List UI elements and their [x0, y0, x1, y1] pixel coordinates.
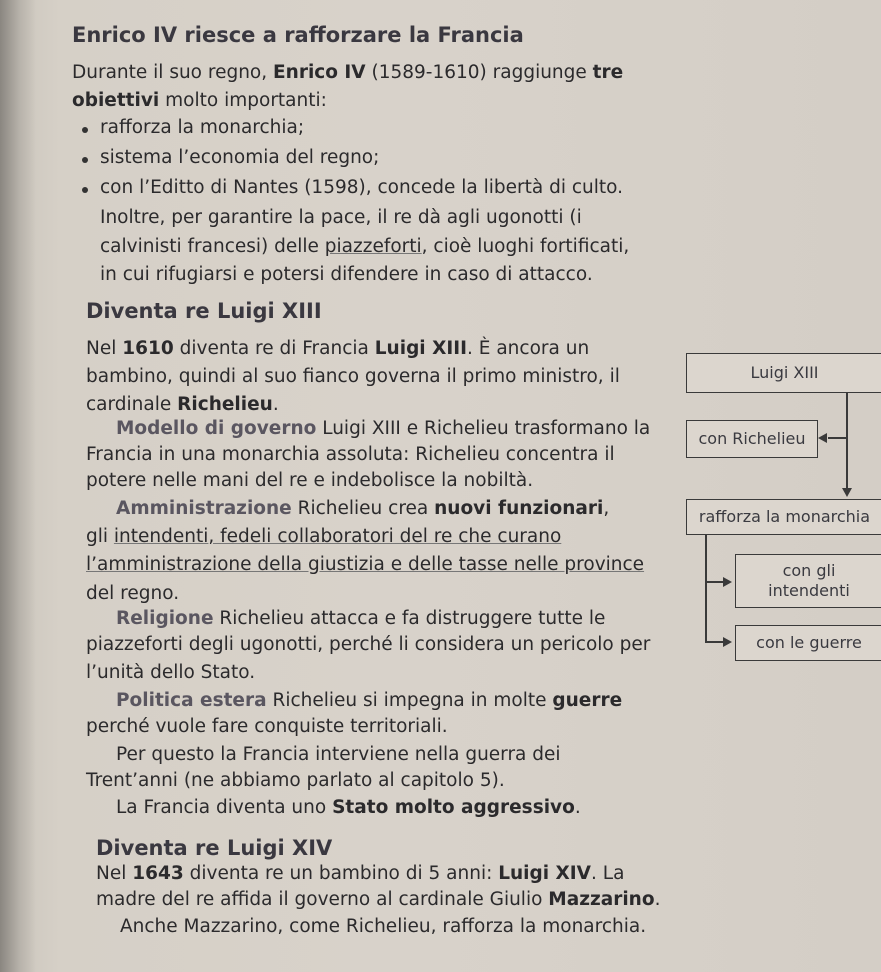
arrow-down-icon: [842, 488, 852, 497]
paragraph-line: Francia in una monarchia assoluta: Richelieu concentra il: [86, 444, 615, 465]
bullet-dot: [82, 127, 88, 133]
keyword-luigi-xiv: Luigi XIV: [498, 863, 591, 884]
text: .: [272, 394, 279, 415]
keyword-obiettivi: obiettivi: [72, 90, 160, 111]
keyword-tre: tre: [592, 62, 624, 83]
text: Richelieu crea: [291, 498, 435, 519]
text: Durante il suo regno,: [72, 62, 274, 83]
text: (1589-1610) raggiunge: [365, 62, 593, 83]
paragraph-line: l’amministrazione della giustizia e delle tasse nelle province: [86, 554, 645, 575]
section-title-luigi-xiv: Diventa re Luigi XIV: [96, 836, 333, 860]
keyword-year: 1643: [132, 863, 184, 884]
text: molto importanti:: [159, 90, 327, 111]
paragraph-line: [100, 236, 629, 258]
keyword-guerre: guerre: [552, 690, 623, 711]
diagram-connector: [828, 437, 847, 439]
text: diventa re un bambino di 5 anni:: [183, 863, 499, 884]
bullet-dot: [82, 187, 88, 193]
paragraph-line: in cui rifugiarsi e potersi difendere in caso di attacco.: [100, 264, 593, 285]
paragraph-line: [116, 418, 650, 440]
subheading-amministrazione: Amministrazione: [116, 498, 292, 519]
diagram-box-intendenti: [735, 554, 881, 608]
subheading-politica-estera: Politica estera: [116, 690, 267, 711]
text: ,: [603, 498, 610, 519]
text: .: [654, 889, 661, 910]
paragraph-line: bambino, quindi al suo fianco governa il primo ministro, il: [86, 366, 620, 387]
keyword-mazzarino: Mazzarino: [548, 889, 655, 910]
diagram-box-text: intendenti: [768, 581, 850, 600]
keyword-intendenti: intendenti: [113, 526, 209, 547]
section-title-enrico: Enrico IV riesce a rafforzare la Francia: [72, 23, 524, 47]
text: Richelieu attacca e fa distruggere tutte le: [213, 608, 606, 629]
keyword-aggressivo: Stato molto aggressivo: [332, 797, 575, 818]
paragraph-line: [116, 498, 609, 520]
paragraph-line: l’unità dello Stato.: [86, 662, 256, 683]
text: La Francia diventa uno: [116, 797, 333, 818]
paragraph-line: piazzeforti degli ugonotti, perché li considera un pericolo per: [86, 634, 651, 655]
paragraph-line: [116, 608, 605, 630]
text: madre del re affida il governo al cardinale Giulio: [96, 889, 549, 910]
paragraph-line: del regno.: [86, 583, 180, 604]
subheading-religione: Religione: [116, 608, 214, 629]
text: Luigi XIII e Richelieu trasformano la: [316, 418, 651, 439]
text: Nel: [96, 863, 133, 884]
diagram-connector-vertical: [846, 392, 848, 488]
diagram-box-luigi-xiii: Luigi XIII: [686, 353, 881, 393]
intro-line-1: [72, 62, 623, 84]
diagram-connector: [705, 641, 725, 643]
paragraph-line: [96, 889, 660, 911]
paragraph-line: [86, 394, 279, 416]
bullet-dot: [82, 157, 88, 163]
paragraph-line: [86, 526, 561, 548]
text: Nel: [86, 338, 123, 359]
paragraph-line: [116, 690, 622, 712]
text: , cioè luoghi fortificati,: [421, 236, 630, 257]
paragraph-line: perché vuole fare conquiste territoriali.: [86, 716, 448, 737]
text: . È ancora un: [467, 338, 590, 359]
text: diventa re di Francia: [173, 338, 375, 359]
text: Richelieu si impegna in molte: [266, 690, 553, 711]
keyword-piazzeforti: piazzeforti: [324, 236, 422, 257]
paragraph-line: Trent’anni (ne abbiamo parlato al capitolo 5).: [86, 770, 505, 791]
text: gli: [86, 526, 114, 547]
text: calvinisti francesi) delle: [100, 236, 325, 257]
diagram-box-richelieu: con Richelieu: [686, 420, 818, 458]
diagram-box-text: con gli: [782, 561, 836, 580]
paragraph-line: Inoltre, per garantire la pace, il re dà agli ugonotti (i: [100, 207, 582, 228]
arrow-right-icon: [723, 637, 732, 647]
diagram-connector: [705, 581, 725, 583]
paragraph-line: Anche Mazzarino, come Richelieu, rafforza la monarchia.: [120, 916, 647, 937]
keyword-richelieu: Richelieu: [177, 394, 273, 415]
intro-line-2: [72, 90, 327, 112]
diagram-box-monarchia: rafforza la monarchia: [686, 499, 881, 535]
paragraph-line: [116, 797, 581, 819]
text: .: [574, 797, 581, 818]
diagram-box-guerre: con le guerre: [735, 625, 881, 661]
diagram-connector-vertical: [705, 534, 707, 642]
bullet-item-1: rafforza la monarchia;: [100, 117, 305, 138]
text: . La: [591, 863, 625, 884]
arrow-right-icon: [723, 577, 732, 587]
bullet-item-2: sistema l’economia del regno;: [100, 147, 380, 168]
paragraph-line: Per questo la Francia interviene nella guerra dei: [116, 744, 561, 765]
subheading-modello: Modello di governo: [116, 418, 317, 439]
keyword-year: 1610: [122, 338, 174, 359]
paragraph-line: potere nelle mani del re e indebolisce la nobiltà.: [86, 470, 534, 491]
keyword-luigi: Luigi XIII: [374, 338, 468, 359]
text: cardinale: [86, 394, 178, 415]
paragraph-line: [96, 863, 624, 885]
arrow-left-icon: [818, 433, 827, 443]
paragraph-line: [86, 338, 589, 360]
keyword-enrico: Enrico IV: [273, 62, 366, 83]
bullet-item-3: con l’Editto di Nantes (1598), concede la libertà di culto.: [100, 177, 624, 198]
text: , fedeli collaboratori del re che curano: [208, 526, 562, 547]
keyword-funzionari: nuovi funzionari: [434, 498, 604, 519]
section-title-luigi-xiii: Diventa re Luigi XIII: [86, 299, 322, 323]
book-spine-shadow: [0, 0, 36, 972]
